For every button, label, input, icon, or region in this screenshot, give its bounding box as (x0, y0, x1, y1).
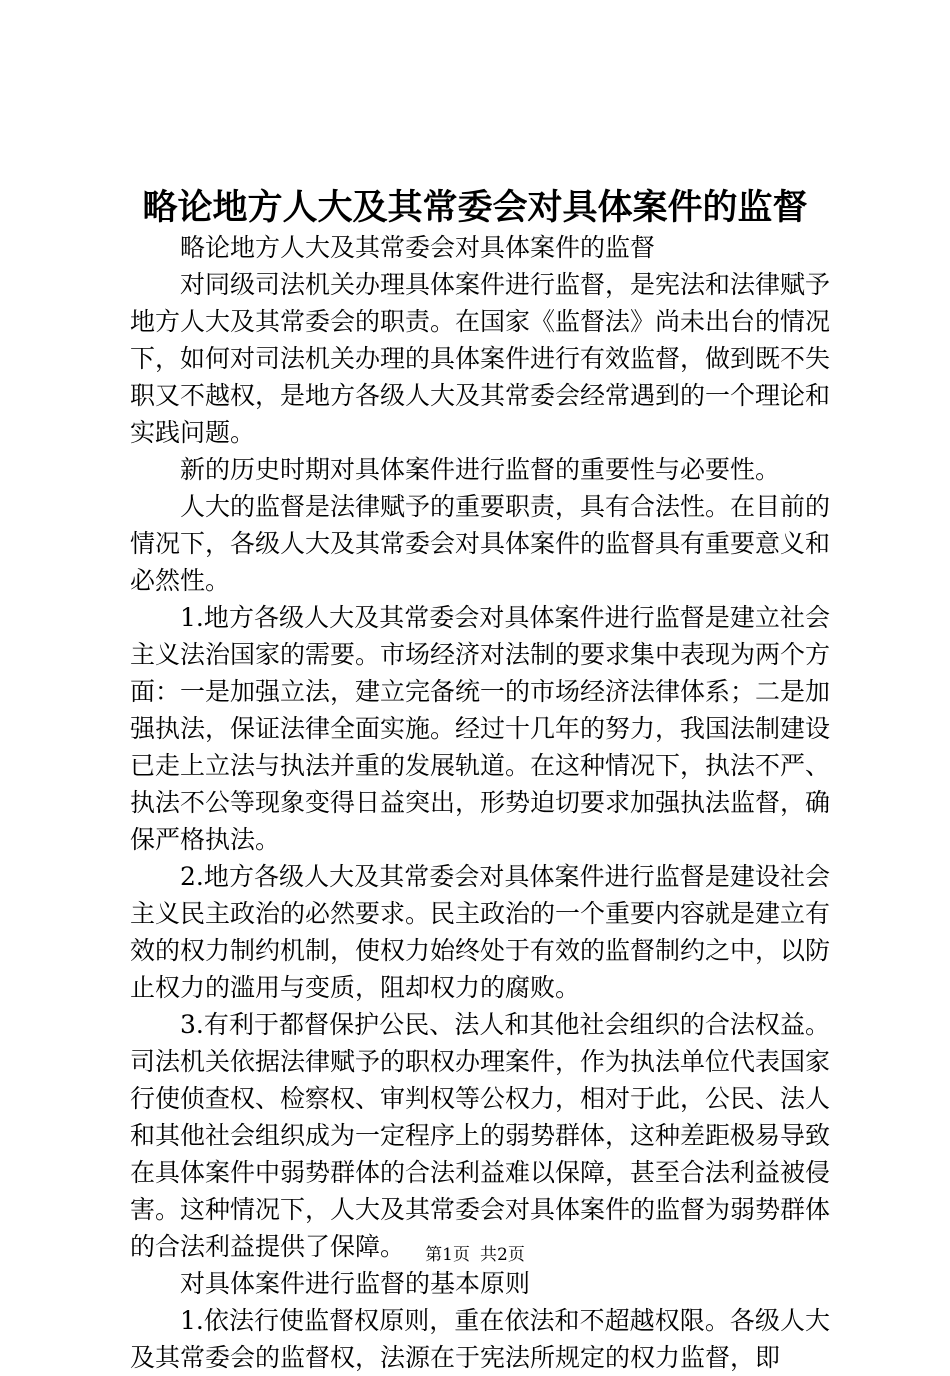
document-body (130, 229, 830, 1376)
body-paragraph: 1.地方各级人大及其常委会对具体案件进行监督是建立社会主义法治国家的需要。市场经济对法制的要求集中表现为两个方面：一是加强立法，建立完备统一的市场经济法律体系；二是加强执法，保证法律全面实施。经过十几年的努力，我国法制建设已走上立法与执法并重的发展轨道。在这种情况下，执法不严、执法不公等现象变得日益突出，形势迫切要求加强执法监督，确保严格执法。 (130, 603, 831, 854)
document-title: 略论地方人大及其常委会对具体案件的监督 (142, 187, 808, 228)
body-paragraph: 略论地方人大及其常委会对具体案件的监督 (180, 233, 656, 262)
page-total: 共2页 (480, 1245, 525, 1265)
body-paragraph: 人大的监督是法律赋予的重要职责，具有合法性。在目前的情况下，各级人大及其常委会对具体案件的监督具有重要意义和必然性。 (130, 492, 831, 595)
body-paragraph: 对具体案件进行监督的基本原则 (180, 1269, 531, 1298)
body-paragraph: 1.依法行使监督权原则，重在依法和不超越权限。各级人大及其常委会的监督权，法源在于宪法所规定的权力监督，即 (130, 1306, 830, 1372)
page-number: 第1页 (425, 1245, 470, 1265)
body-paragraph: 3.有利于都督保护公民、法人和其他社会组织的合法权益。司法机关依据法律赋予的职权办理案件，作为执法单位代表国家行使侦查权、检察权、审判权等公权力，相对于此，公民、法人和其他社会组织成为一定程序上的弱势群体，这种差距极易导致在具体案件中弱势群体的合法利益难以保障，甚至合法利益被侵害。这种情况下，人大及其常委会对具体案件的监督为弱势群体的合法利益提供了保障。 (130, 1010, 831, 1261)
page-footer (0, 1243, 950, 1267)
body-paragraph: 新的历史时期对具体案件进行监督的重要性与必要性。 (180, 455, 781, 484)
body-paragraph: 对同级司法机关办理具体案件进行监督，是宪法和法律赋予地方人大及其常委会的职责。在国家《监督法》尚未出台的情况下，如何对司法机关办理的具体案件进行有效监督，做到既不失职又不越权，是地方各级人大及其常委会经常遇到的一个理论和实践问题。 (130, 270, 831, 447)
body-paragraph: 2.地方各级人大及其常委会对具体案件进行监督是建设社会主义民主政治的必然要求。民主政治的一个重要内容就是建立有效的权力制约机制，使权力始终处于有效的监督制约之中，以防止权力的滥用与变质，阻却权力的腐败。 (130, 862, 831, 1002)
